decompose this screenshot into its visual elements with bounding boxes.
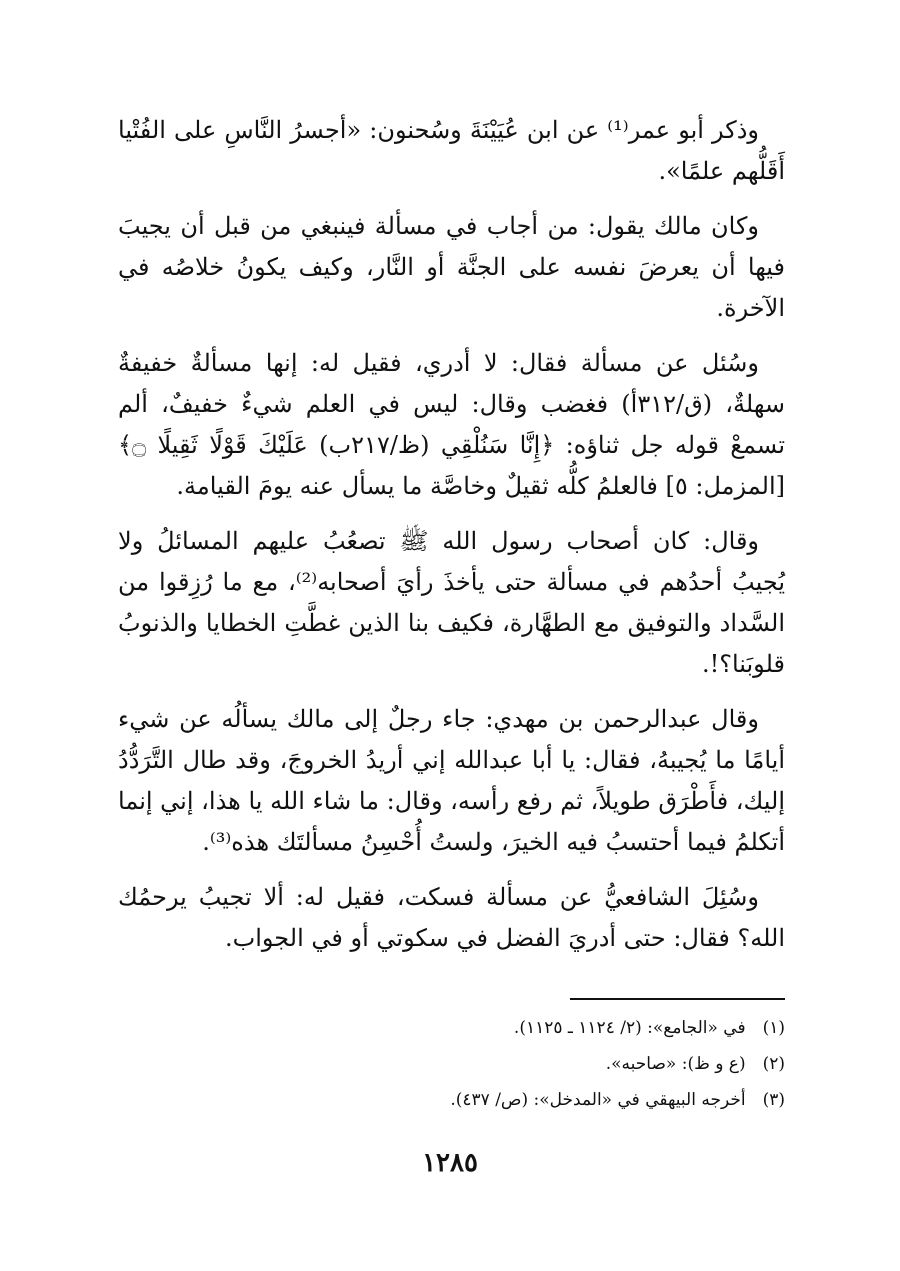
page-number: ١٢٨٥ (422, 1148, 478, 1178)
footnote-text: في «الجامع»: (٢/ ١١٢٤ ـ ١١٢٥). (513, 1018, 746, 1038)
paragraph-1: وذكر أبو عمر⁽¹⁾ عن ابن عُيَيْنَةَ وسُحنون: «أجسرُ النَّاسِ على الفُتْيا أَقَلُّهم علمًا». (118, 116, 785, 185)
footnote-number: (٢) (762, 1054, 785, 1074)
footnote-number: (١) (762, 1018, 785, 1038)
footnote-separator (570, 998, 785, 1000)
footnote-text: أخرجه البيهقي في «المدخل»: (ص/ ٤٣٧). (450, 1090, 746, 1110)
paragraph-4: وقال: كان أصحاب رسول الله ﷺ تصعُبُ عليهم المسائلُ ولا يُجيبُ أحدُهم في مسألة حتى يأخذَ رأيَ أصحابه⁽²⁾، مع ما رُزِقوا من السَّداد والتوفيق مع الطهَّارة، فكيف بنا الذين غطَّتِ الخطايا والذنوبُ قلوبَنا؟!. (118, 527, 785, 678)
paragraph-2: وكان مالك يقول: من أجاب في مسألة فينبغي من قبل أن يجيبَ فيها أن يعرضَ نفسه على الجنَّة أو النَّار، وكيف يكونُ خلاصُه في الآخرة. (118, 212, 785, 322)
footnote-3 (118, 1082, 785, 1118)
paragraph-3: وسُئل عن مسألة فقال: لا أدري، فقيل له: إنها مسألةٌ خفيفةٌ سهلةٌ، (ق/٣١٢أ) فغضب وقال: ليس في العلم شيءٌ خفيفٌ، ألم تسمعْ قوله جل ثناؤه: ﴿إِنَّا سَنُلْقِي (ظ/٢١٧ب) عَلَيْكَ قَوْلًا ثَقِيلًا ۝﴾ [المزمل: ٥] فالعلمُ كلُّه ثقيلٌ وخاصَّة ما يسأل عنه يومَ القيامة. (118, 349, 785, 500)
footnote-1 (118, 1010, 785, 1046)
footnote-text: (ع و ظ): «صاحبه». (605, 1054, 746, 1074)
footnotes (118, 1010, 785, 1118)
paragraph-6: وسُئِلَ الشافعيُّ عن مسألة فسكت، فقيل له: ألا تجيبُ يرحمُك الله؟ فقال: حتى أدريَ الفضل في سكوتي أو في الجواب. (118, 883, 785, 952)
paragraph-5: وقال عبدالرحمن بن مهدي: جاء رجلٌ إلى مالك يسألُه عن شيء أيامًا ما يُجيبهُ، فقال: يا أبا عبدالله إني أريدُ الخروجَ، وقد طال التَّرَدُّدُ إليك، فأَطْرَق طويلاً، ثم رفع رأسه، وقال: ما شاء الله يا هذا، إني إنما أتكلمُ فيما أحتسبُ فيه الخيرَ، ولستُ أُحْسِنُ مسألتَك هذه⁽³⁾. (118, 705, 785, 856)
footnote-2 (118, 1046, 785, 1082)
footnote-number: (٣) (762, 1090, 785, 1110)
main-text (118, 110, 785, 973)
